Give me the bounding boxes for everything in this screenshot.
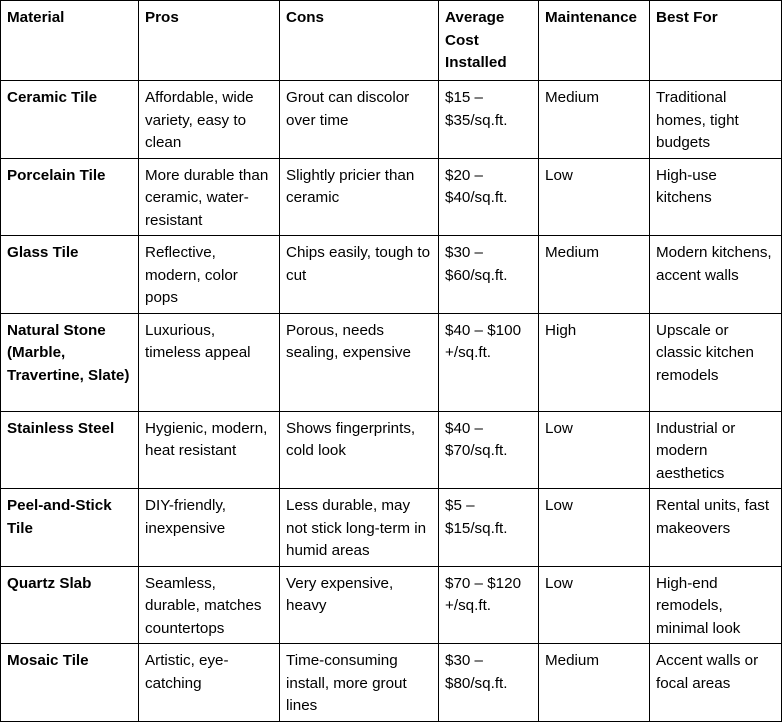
cell-pros: Seamless, durable, matches countertops bbox=[139, 566, 280, 644]
table-row bbox=[1, 644, 782, 722]
cell-cons: Shows fingerprints, cold look bbox=[280, 411, 439, 489]
cell-material: Porcelain Tile bbox=[1, 158, 139, 236]
cell-cost: $30 – $60/sq.ft. bbox=[439, 236, 539, 314]
cell-maintenance: Low bbox=[539, 566, 650, 644]
cell-cons: Chips easily, tough to cut bbox=[280, 236, 439, 314]
cell-pros: Luxurious, timeless appeal bbox=[139, 313, 280, 411]
cell-cons: Grout can discolor over time bbox=[280, 81, 439, 159]
cell-best-for: High-use kitchens bbox=[650, 158, 782, 236]
cell-material: Mosaic Tile bbox=[1, 644, 139, 722]
cell-best-for: High-end remodels, minimal look bbox=[650, 566, 782, 644]
table-row bbox=[1, 158, 782, 236]
cell-cons: Time-consuming install, more grout lines bbox=[280, 644, 439, 722]
table-row bbox=[1, 566, 782, 644]
cell-material: Natural Stone (Marble, Travertine, Slate) bbox=[1, 313, 139, 411]
header-pros: Pros bbox=[139, 1, 280, 81]
cell-best-for: Upscale or classic kitchen remodels bbox=[650, 313, 782, 411]
cell-cons: Porous, needs sealing, expensive bbox=[280, 313, 439, 411]
cell-material: Ceramic Tile bbox=[1, 81, 139, 159]
table-row bbox=[1, 81, 782, 159]
cell-material: Stainless Steel bbox=[1, 411, 139, 489]
cell-cost: $15 – $35/sq.ft. bbox=[439, 81, 539, 159]
header-row bbox=[1, 1, 782, 81]
cell-maintenance: Low bbox=[539, 489, 650, 567]
cell-pros: DIY-friendly, inexpensive bbox=[139, 489, 280, 567]
header-cons: Cons bbox=[280, 1, 439, 81]
header-material: Material bbox=[1, 1, 139, 81]
cell-best-for: Rental units, fast makeovers bbox=[650, 489, 782, 567]
header-best-for: Best For bbox=[650, 1, 782, 81]
cell-pros: Artistic, eye-catching bbox=[139, 644, 280, 722]
cell-material: Glass Tile bbox=[1, 236, 139, 314]
table-row bbox=[1, 236, 782, 314]
cell-cons: Less durable, may not stick long-term in humid areas bbox=[280, 489, 439, 567]
cell-pros: More durable than ceramic, water-resistant bbox=[139, 158, 280, 236]
cell-maintenance: Medium bbox=[539, 236, 650, 314]
cell-best-for: Industrial or modern aesthetics bbox=[650, 411, 782, 489]
cell-cost: $70 – $120 +/sq.ft. bbox=[439, 566, 539, 644]
cell-best-for: Traditional homes, tight budgets bbox=[650, 81, 782, 159]
table-row bbox=[1, 313, 782, 411]
cell-maintenance: High bbox=[539, 313, 650, 411]
cell-best-for: Modern kitchens, accent walls bbox=[650, 236, 782, 314]
cell-cost: $40 – $70/sq.ft. bbox=[439, 411, 539, 489]
cell-cost: $20 – $40/sq.ft. bbox=[439, 158, 539, 236]
cell-pros: Reflective, modern, color pops bbox=[139, 236, 280, 314]
cell-pros: Hygienic, modern, heat resistant bbox=[139, 411, 280, 489]
cell-cost: $5 – $15/sq.ft. bbox=[439, 489, 539, 567]
cell-material: Peel-and-Stick Tile bbox=[1, 489, 139, 567]
cell-best-for: Accent walls or focal areas bbox=[650, 644, 782, 722]
cell-maintenance: Medium bbox=[539, 81, 650, 159]
cell-cons: Very expensive, heavy bbox=[280, 566, 439, 644]
cell-cost: $30 – $80/sq.ft. bbox=[439, 644, 539, 722]
cell-cons: Slightly pricier than ceramic bbox=[280, 158, 439, 236]
table-row bbox=[1, 411, 782, 489]
cell-maintenance: Low bbox=[539, 411, 650, 489]
header-maintenance: Maintenance bbox=[539, 1, 650, 81]
cell-pros: Affordable, wide variety, easy to clean bbox=[139, 81, 280, 159]
table-row bbox=[1, 489, 782, 567]
cell-maintenance: Medium bbox=[539, 644, 650, 722]
header-average-cost-installed: Average Cost Installed bbox=[439, 1, 539, 81]
cell-cost: $40 – $100 +/sq.ft. bbox=[439, 313, 539, 411]
cell-material: Quartz Slab bbox=[1, 566, 139, 644]
cell-maintenance: Low bbox=[539, 158, 650, 236]
